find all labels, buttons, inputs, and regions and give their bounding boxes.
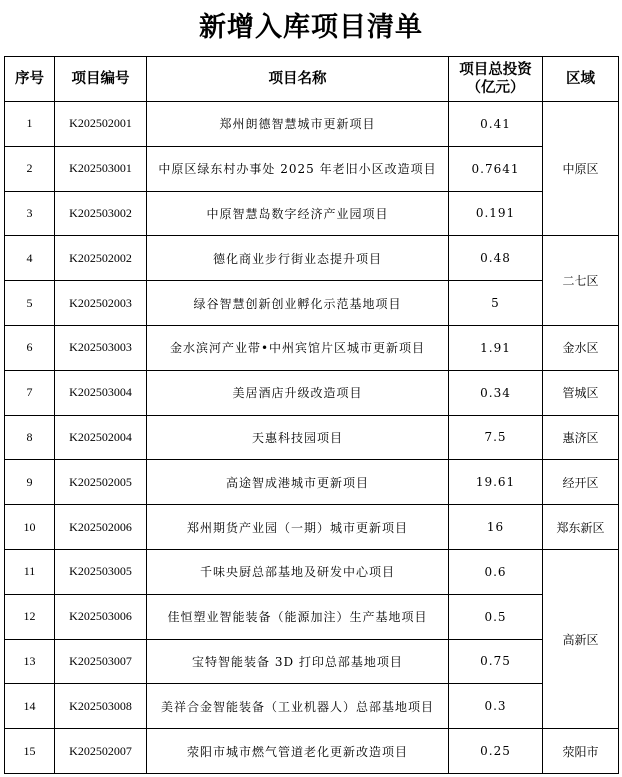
row-code: K202503001 — [55, 146, 147, 191]
row-index: 10 — [5, 505, 55, 550]
table-row — [5, 191, 619, 236]
row-code: K202502002 — [55, 236, 147, 281]
row-name: 宝特智能装备 3D 打印总部基地项目 — [147, 639, 449, 684]
row-name: 中原智慧岛数字经济产业园项目 — [147, 191, 449, 236]
row-code: K202503005 — [55, 549, 147, 594]
table-row — [5, 415, 619, 460]
row-investment: 1.91 — [449, 325, 543, 370]
table-row — [5, 236, 619, 281]
row-code: K202503004 — [55, 370, 147, 415]
header-investment-line2: （亿元） — [466, 80, 525, 96]
area-cell: 管城区 — [543, 370, 619, 415]
area-cell: 金水区 — [543, 325, 619, 370]
area-cell: 中原区 — [543, 102, 619, 236]
table-row — [5, 505, 619, 550]
area-cell: 二七区 — [543, 236, 619, 326]
row-index: 3 — [5, 191, 55, 236]
row-code: K202502007 — [55, 729, 147, 774]
row-code: K202502003 — [55, 281, 147, 326]
row-index: 15 — [5, 729, 55, 774]
row-investment: 0.48 — [449, 236, 543, 281]
row-index: 12 — [5, 594, 55, 639]
row-investment: 16 — [449, 505, 543, 550]
row-name: 德化商业步行街业态提升项目 — [147, 236, 449, 281]
row-index: 11 — [5, 549, 55, 594]
row-index: 5 — [5, 281, 55, 326]
table-row — [5, 729, 619, 774]
row-index: 1 — [5, 102, 55, 147]
header-investment — [449, 57, 543, 102]
row-index: 2 — [5, 146, 55, 191]
header-area: 区域 — [543, 57, 619, 102]
area-cell: 惠济区 — [543, 415, 619, 460]
row-index: 4 — [5, 236, 55, 281]
table-row — [5, 460, 619, 505]
table-row — [5, 684, 619, 729]
row-index: 9 — [5, 460, 55, 505]
table-row — [5, 281, 619, 326]
row-code: K202502004 — [55, 415, 147, 460]
row-investment: 0.41 — [449, 102, 543, 147]
table-header-row — [5, 57, 619, 102]
table-row — [5, 146, 619, 191]
row-name: 中原区绿东村办事处 2025 年老旧小区改造项目 — [147, 146, 449, 191]
row-investment: 0.5 — [449, 594, 543, 639]
row-investment: 5 — [449, 281, 543, 326]
row-investment: 0.3 — [449, 684, 543, 729]
row-name: 美居酒店升级改造项目 — [147, 370, 449, 415]
row-name: 高途智成港城市更新项目 — [147, 460, 449, 505]
row-investment: 0.6 — [449, 549, 543, 594]
header-code: 项目编号 — [55, 57, 147, 102]
row-name: 金水滨河产业带•中州宾馆片区城市更新项目 — [147, 325, 449, 370]
row-name: 郑州朗德智慧城市更新项目 — [147, 102, 449, 147]
row-name: 荥阳市城市燃气管道老化更新改造项目 — [147, 729, 449, 774]
row-investment: 0.34 — [449, 370, 543, 415]
row-code: K202503008 — [55, 684, 147, 729]
row-name: 美祥合金智能装备（工业机器人）总部基地项目 — [147, 684, 449, 729]
table-row — [5, 594, 619, 639]
row-code: K202502001 — [55, 102, 147, 147]
area-cell: 经开区 — [543, 460, 619, 505]
area-cell: 高新区 — [543, 549, 619, 728]
row-index: 6 — [5, 325, 55, 370]
row-name: 千味央厨总部基地及研发中心项目 — [147, 549, 449, 594]
row-investment: 0.7641 — [449, 146, 543, 191]
row-name: 绿谷智慧创新创业孵化示范基地项目 — [147, 281, 449, 326]
row-code: K202503002 — [55, 191, 147, 236]
row-investment: 7.5 — [449, 415, 543, 460]
row-code: K202502006 — [55, 505, 147, 550]
table-row — [5, 549, 619, 594]
row-investment: 0.25 — [449, 729, 543, 774]
header-name: 项目名称 — [147, 57, 449, 102]
row-name: 天惠科技园项目 — [147, 415, 449, 460]
row-investment: 0.75 — [449, 639, 543, 684]
row-code: K202503003 — [55, 325, 147, 370]
row-index: 14 — [5, 684, 55, 729]
header-investment-line1: 项目总投资 — [459, 62, 532, 78]
project-table — [4, 56, 619, 774]
area-cell: 郑东新区 — [543, 505, 619, 550]
row-investment: 0.191 — [449, 191, 543, 236]
table-row — [5, 102, 619, 147]
row-index: 7 — [5, 370, 55, 415]
area-cell: 荥阳市 — [543, 729, 619, 774]
row-investment: 19.61 — [449, 460, 543, 505]
table-row — [5, 370, 619, 415]
table-row — [5, 325, 619, 370]
row-index: 8 — [5, 415, 55, 460]
row-name: 佳恒塑业智能装备（能源加注）生产基地项目 — [147, 594, 449, 639]
row-code: K202503006 — [55, 594, 147, 639]
table-row — [5, 639, 619, 684]
page-title: 新增入库项目清单 — [199, 12, 423, 43]
row-code: K202503007 — [55, 639, 147, 684]
header-index: 序号 — [5, 57, 55, 102]
row-code: K202502005 — [55, 460, 147, 505]
row-name: 郑州期货产业园（一期）城市更新项目 — [147, 505, 449, 550]
row-index: 13 — [5, 639, 55, 684]
